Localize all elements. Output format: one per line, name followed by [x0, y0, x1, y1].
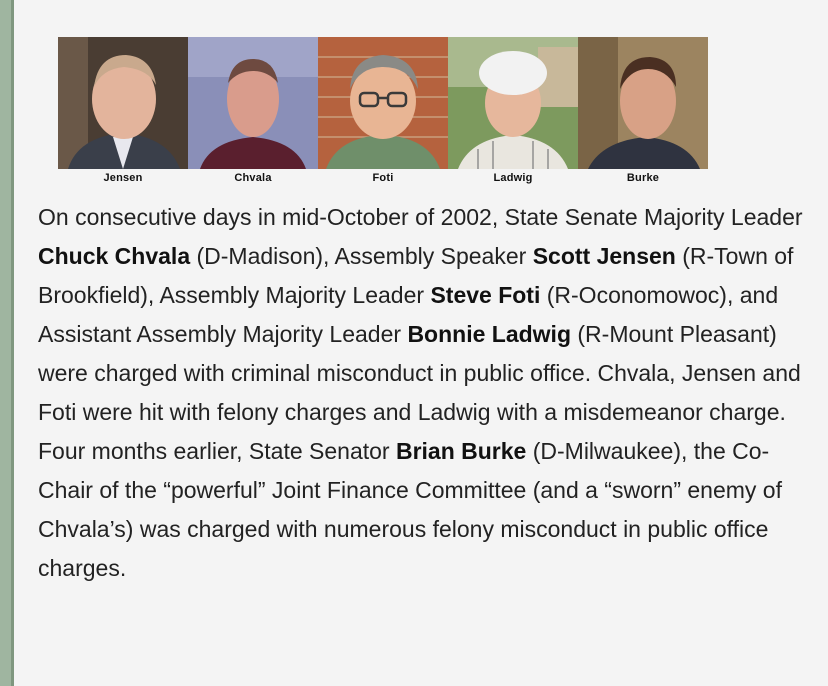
article-paragraph — [38, 198, 818, 588]
article-text: (D-Madison), Assembly Speaker — [190, 243, 533, 269]
name-bonnie-ladwig: Bonnie Ladwig — [407, 321, 571, 347]
photo-chvala — [188, 37, 318, 169]
photo-foti — [318, 37, 448, 169]
photo-card-jensen — [58, 37, 188, 187]
name-brian-burke: Brian Burke — [395, 438, 527, 464]
photo-jensen — [58, 37, 188, 169]
photo-card-foti — [318, 37, 448, 187]
article-text: On consecutive days in mid-October of 2002, State Senate Majority Leader — [38, 204, 803, 230]
article-text: (R-Mount Pleasant) were charged with criminal misconduct in public office. Chvala, Jensen and Foti were hit with felony charges and Ladwig with a misdemeanor charge. Four months earlier, State Senator — [38, 321, 801, 464]
photo-burke — [578, 37, 708, 169]
photo-strip — [58, 37, 708, 187]
photo-card-burke — [578, 37, 708, 187]
article-text: (R-Oconomowoc), and Assistant Assembly Majority Leader — [38, 282, 779, 347]
caption-ladwig: Ladwig — [493, 172, 533, 184]
caption-foti: Foti — [372, 172, 394, 184]
name-chuck-chvala: Chuck Chvala — [38, 243, 191, 269]
caption-jensen: Jensen — [103, 172, 143, 184]
caption-burke: Burke — [626, 172, 660, 184]
caption-chvala: Chvala — [234, 172, 272, 184]
article-text: (R-Town of Brookfield), Assembly Majority Leader — [38, 243, 794, 308]
photo-card-chvala — [188, 37, 318, 187]
photo-card-ladwig — [448, 37, 578, 187]
photo-ladwig — [448, 37, 578, 169]
left-border-bar — [0, 0, 14, 686]
name-steve-foti: Steve Foti — [430, 282, 541, 308]
article-text: (D-Milwaukee), the Co-Chair of the “powerful” Joint Finance Committee (and a “sworn” enemy of Chvala’s) was charged with numerous felony misconduct in public office charges. — [38, 438, 782, 581]
name-scott-jensen: Scott Jensen — [532, 243, 676, 269]
